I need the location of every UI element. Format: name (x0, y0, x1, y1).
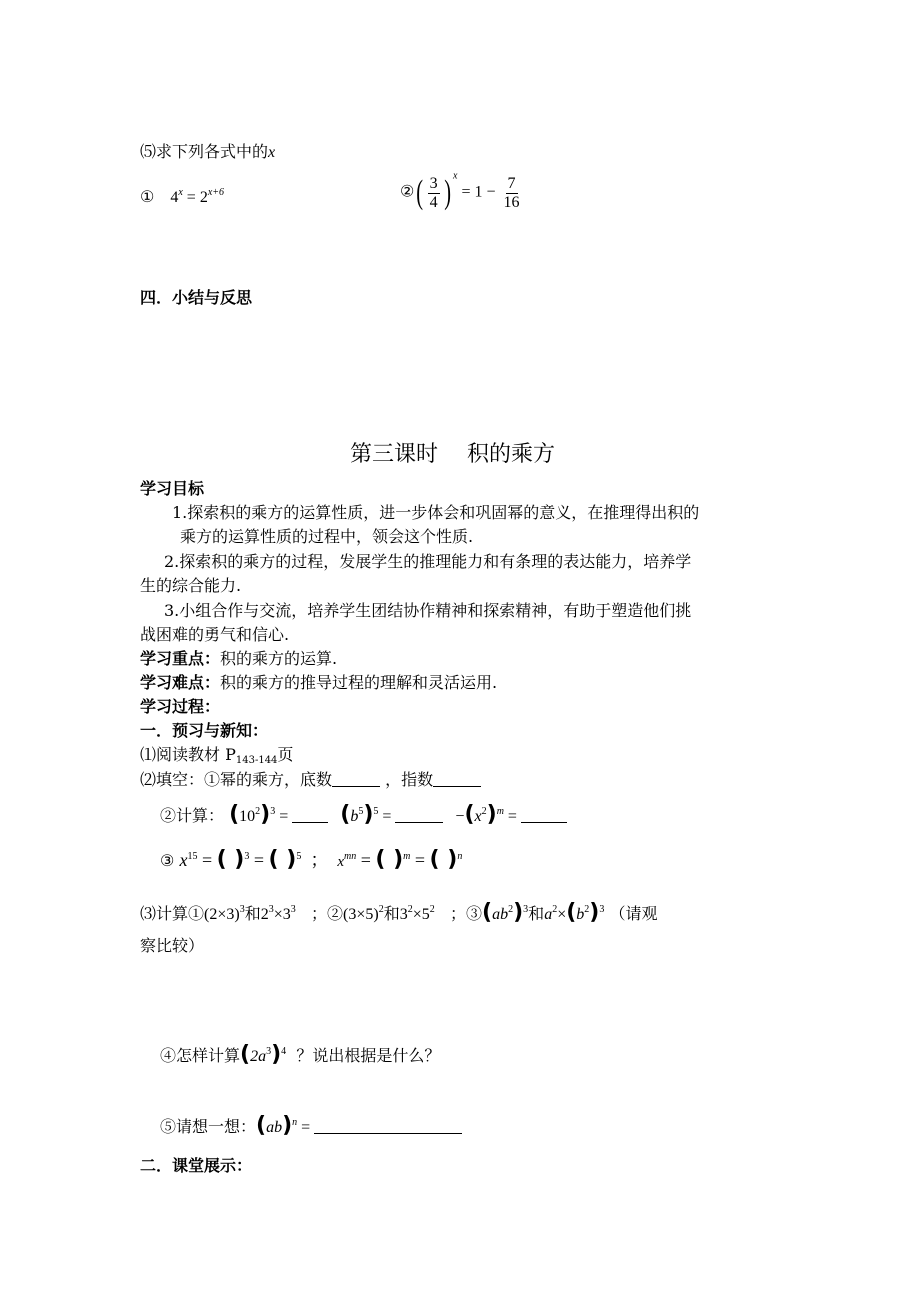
summary-heading: 四．小结与反思 (140, 288, 253, 307)
goal-2-line-1: 2.探索积的乘方的过程，发展学生的推理能力和有条理的表达能力，培养学 (164, 552, 692, 571)
lesson-title: 第三课时 积的乘方 (350, 442, 555, 467)
goal-3-line-1: 3.小组合作与交流，培养学生团结协作精神和探索精神，有助于塑造他们挑 (164, 601, 692, 620)
q4-line: ④怎样计算$(2a^3)^4$ ？说出根据是什么？ (160, 1042, 441, 1067)
blank-q5[interactable] (314, 1119, 462, 1134)
blank-base[interactable] (332, 772, 380, 787)
part2-heading: 二．课堂展示： (140, 1156, 253, 1175)
goals-heading: 学习目标 (140, 479, 205, 498)
key-point: 学习重点：积的乘方的运算. (140, 649, 338, 668)
equation-1: ① $4^x = 2^{x+6}$ (140, 187, 225, 206)
part1-heading: 一．预习与新知： (140, 721, 269, 740)
goal-2-line-2: 生的综合能力. (140, 576, 242, 595)
reading-line: ⑴阅读教材 $P_{143-144}$页 (140, 745, 294, 766)
calc-line: ②计算： $(10^2)^3$ = $(b^5)^5$ = $-(x^2)^m$ = (160, 802, 567, 827)
blank-exponent[interactable] (433, 772, 481, 787)
blank-calc-1[interactable] (292, 808, 328, 823)
blank-calc-3[interactable] (521, 808, 567, 823)
q5-line: ⑤请想一想：(ab)$^n$ = (160, 1113, 462, 1138)
item3-line: ③ $x^{15}$ = ( )$^3$ = ( )$^5$ ； $x^{mn}$ = ( )$^m$ = ( )$^n$ (160, 847, 463, 872)
difficulty: 学习难点：积的乘方的推导过程的理解和灵活运用. (140, 673, 498, 692)
q3-line: ⑶计算$①(2\times 3)^3$和$2^3\times 3^3$ ；$②(3\times 5)^2$和$3^2\times 5^2$ ；$③(ab^2)^3$和$a^2\times(b^2)^3$ （请观 (140, 900, 658, 925)
q5-heading: ⑸求下列各式中的x (140, 142, 276, 161)
goal-1-line-1: 1.探索积的乘方的运算性质，进一步体会和巩固幂的意义，在推理得出积的 (172, 503, 700, 522)
q3-note: 察比较） (140, 936, 205, 955)
equation-2: ②( $\frac{3}{4}$ ) $^x$ = 1 − $\frac{7}{16}$ (400, 170, 520, 211)
blank-calc-2[interactable] (395, 808, 443, 823)
goal-3-line-2: 战困难的勇气和信心. (140, 625, 290, 644)
process-heading: 学习过程： (140, 697, 221, 716)
fill-line: ⑵填空：①幂的乘方，底数 ，指数 (140, 767, 481, 790)
goal-1-line-2: 乘方的运算性质的过程中，领会这个性质. (180, 527, 474, 546)
